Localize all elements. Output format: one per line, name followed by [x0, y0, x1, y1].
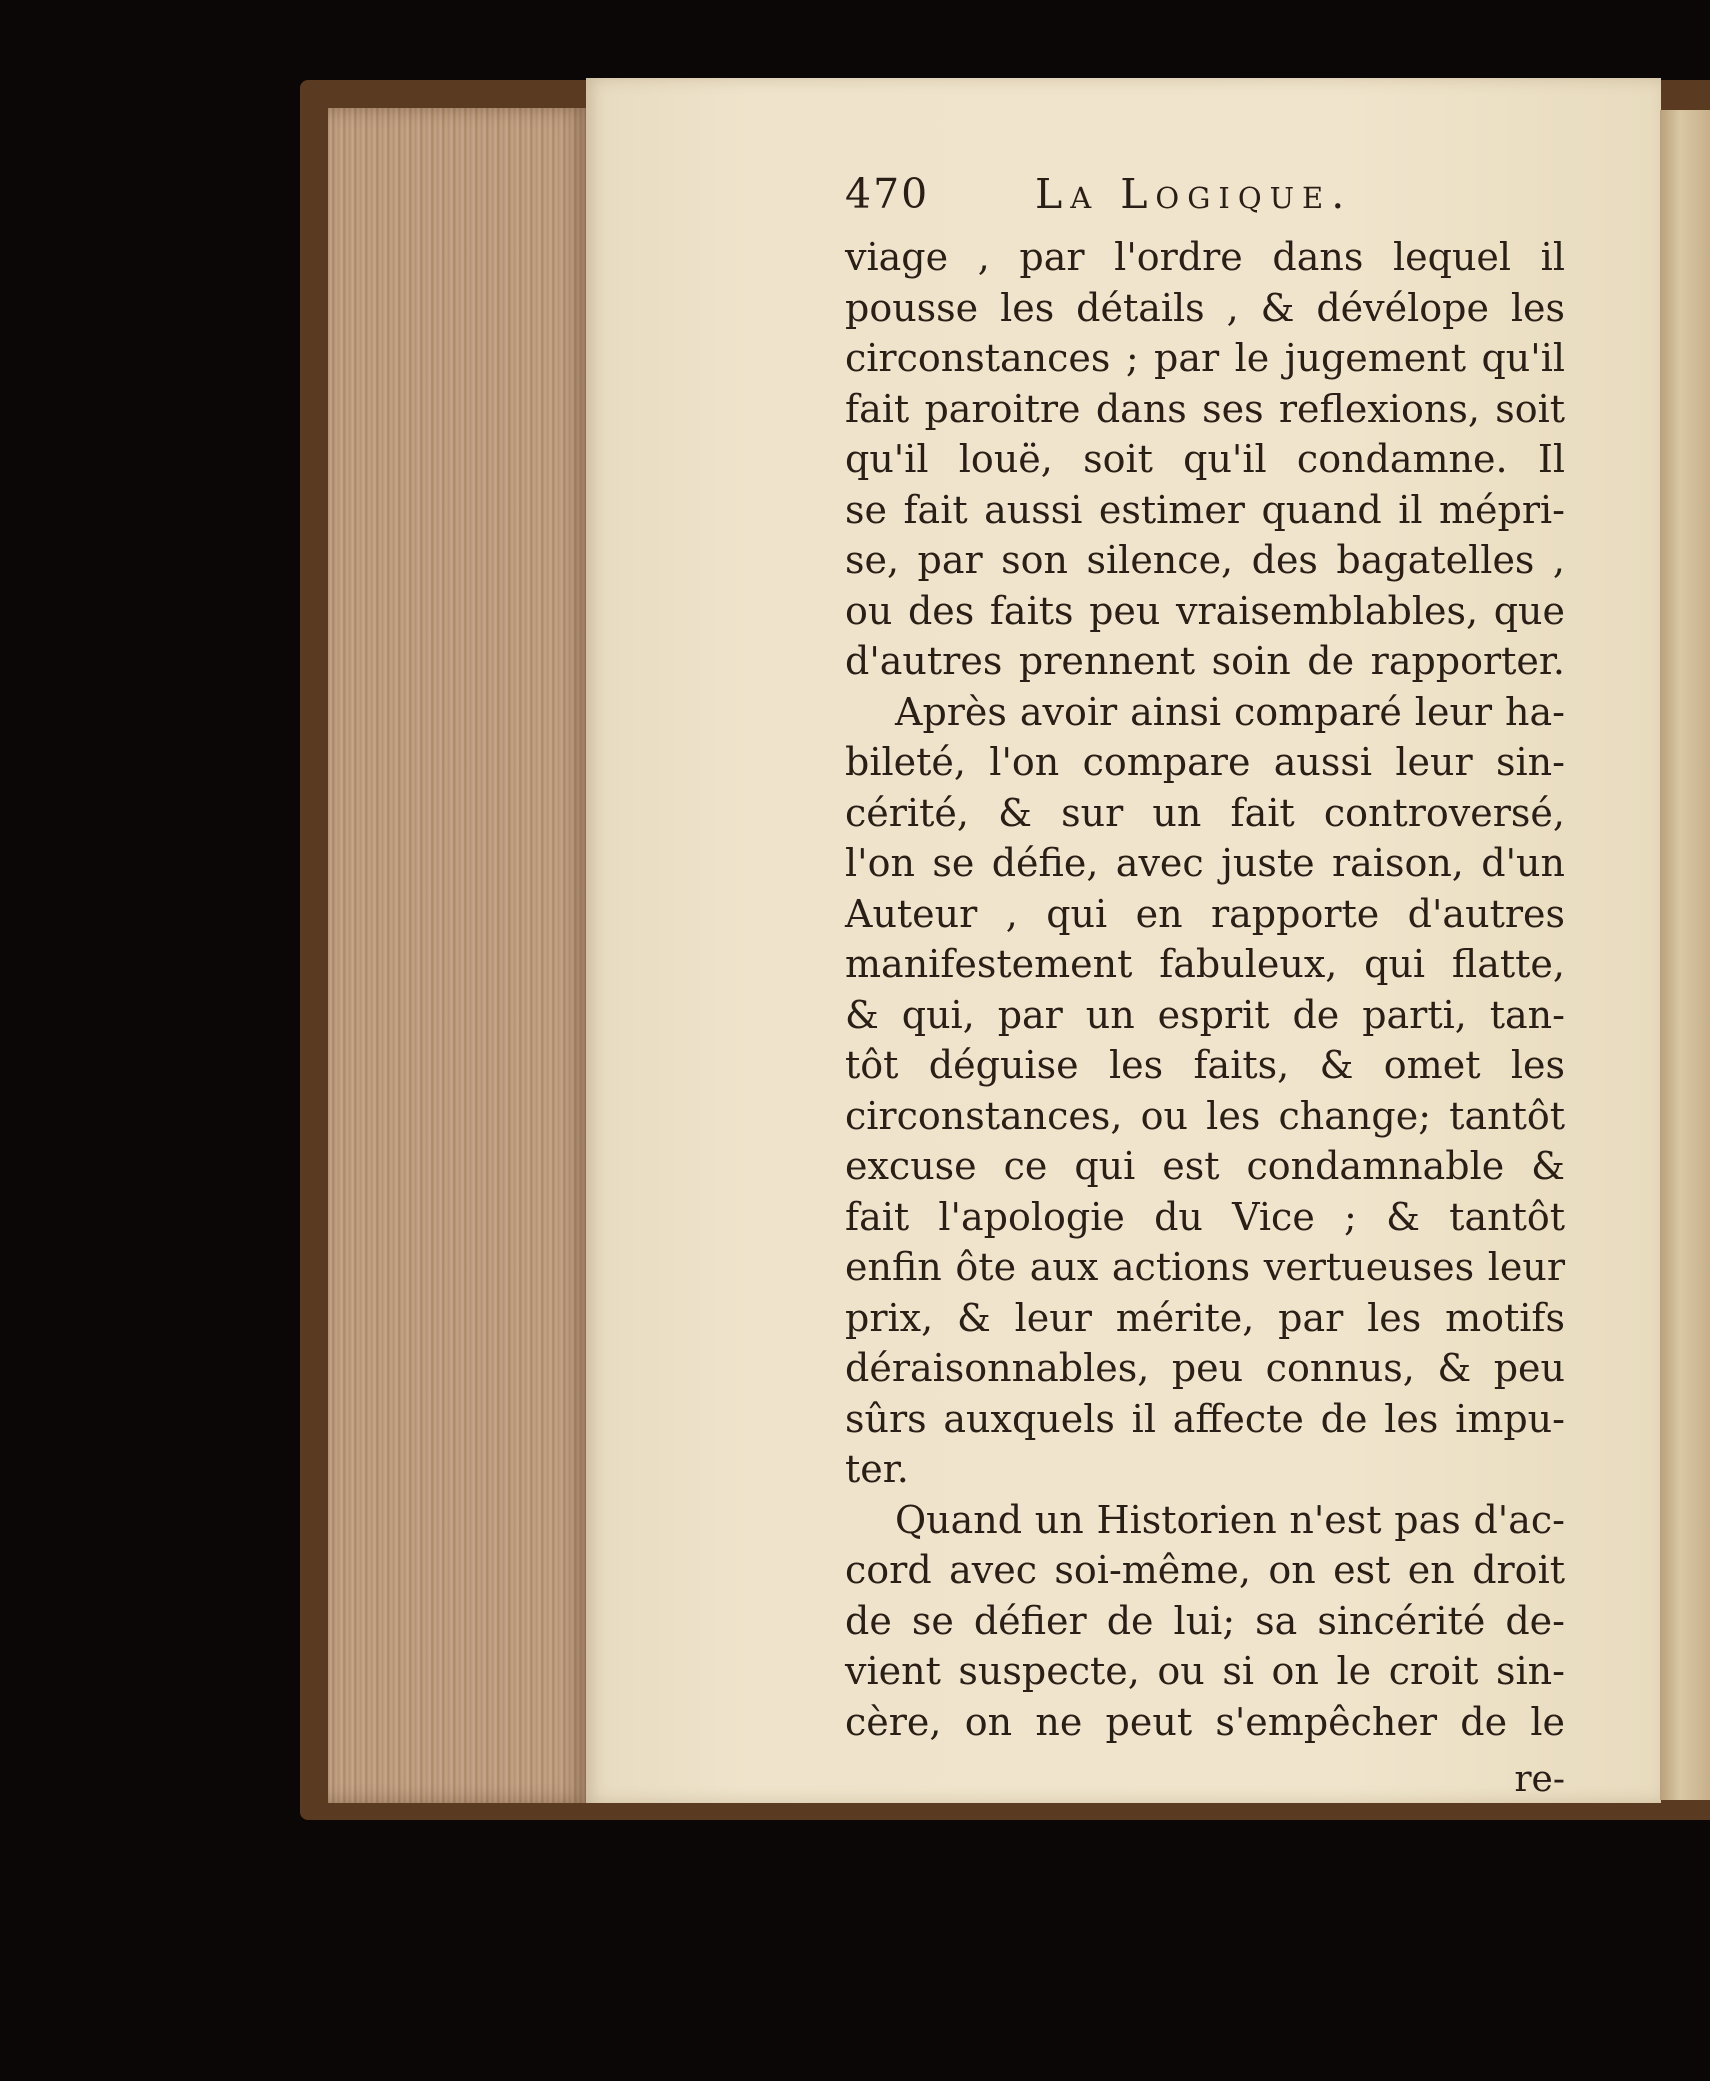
text-line: ter. — [845, 1447, 909, 1491]
text-line: déraisonnables, peu connus, & peu — [845, 1346, 1565, 1390]
text-line: pousse les détails , & dévélope les — [845, 285, 1565, 330]
text-line: viage , par l'ordre dans lequel il — [845, 235, 1565, 279]
text-line: vient suspecte, ou si on le croit sin- — [845, 1649, 1565, 1693]
text-line: & qui, par un esprit de parti, tan- — [845, 992, 1565, 1037]
text-line: fait l'apologie du Vice ; & tantôt — [845, 1194, 1565, 1239]
page-text — [845, 170, 1565, 1805]
text-line: circonstances, ou les change; tantôt — [845, 1093, 1565, 1138]
text-line: cérité, & sur un fait controversé, — [845, 790, 1565, 835]
text-body — [845, 232, 1565, 1747]
text-line: Après avoir ainsi comparé leur ha- — [895, 689, 1565, 734]
text-line: enfin ôte aux actions vertueuses leur — [845, 1245, 1565, 1289]
running-header — [845, 170, 1565, 232]
text-line: Auteur , qui en rapporte d'autres — [845, 891, 1565, 936]
text-line: circonstances ; par le jugement qu'il — [845, 336, 1565, 380]
text-line: excuse ce qui est condamnable & — [845, 1144, 1565, 1188]
page-number: 470 — [845, 170, 930, 218]
text-line: cère, on ne peut s'empêcher de le — [845, 1699, 1565, 1744]
text-line: prix, & leur mérite, par les motifs — [845, 1295, 1565, 1340]
text-line: se fait aussi estimer quand il mépri- — [845, 487, 1565, 532]
text-line: tôt déguise les faits, & omet les — [845, 1043, 1565, 1087]
text-line: ou des faits peu vraisemblables, que — [845, 588, 1565, 633]
text-line: sûrs auxquels il affecte de les impu- — [845, 1396, 1565, 1441]
text-line: cord avec soi-même, on est en droit — [845, 1548, 1565, 1592]
text-line: d'autres prennent soin de rapporter. — [845, 639, 1565, 683]
text-line: qu'il louë, soit qu'il condamne. Il — [845, 437, 1565, 481]
text-line: Quand un Historien n'est pas d'ac- — [895, 1497, 1565, 1542]
text-line: se, par son silence, des bagatelles , — [845, 538, 1565, 582]
catchword: re- — [1514, 1759, 1565, 1800]
text-line: fait paroitre dans ses reflexions, soit — [845, 386, 1565, 431]
page-block-edges — [328, 108, 588, 1803]
text-line: l'on se défie, avec juste raison, d'un — [845, 841, 1565, 885]
text-line: de se défier de lui; sa sincérité de- — [845, 1598, 1565, 1643]
running-title: La Logique. — [1035, 170, 1353, 218]
text-line: manifestement fabuleux, qui flatte, — [845, 942, 1565, 986]
text-line: bileté, l'on compare aussi leur sin- — [845, 740, 1565, 784]
facing-page-edge — [1660, 110, 1710, 1800]
